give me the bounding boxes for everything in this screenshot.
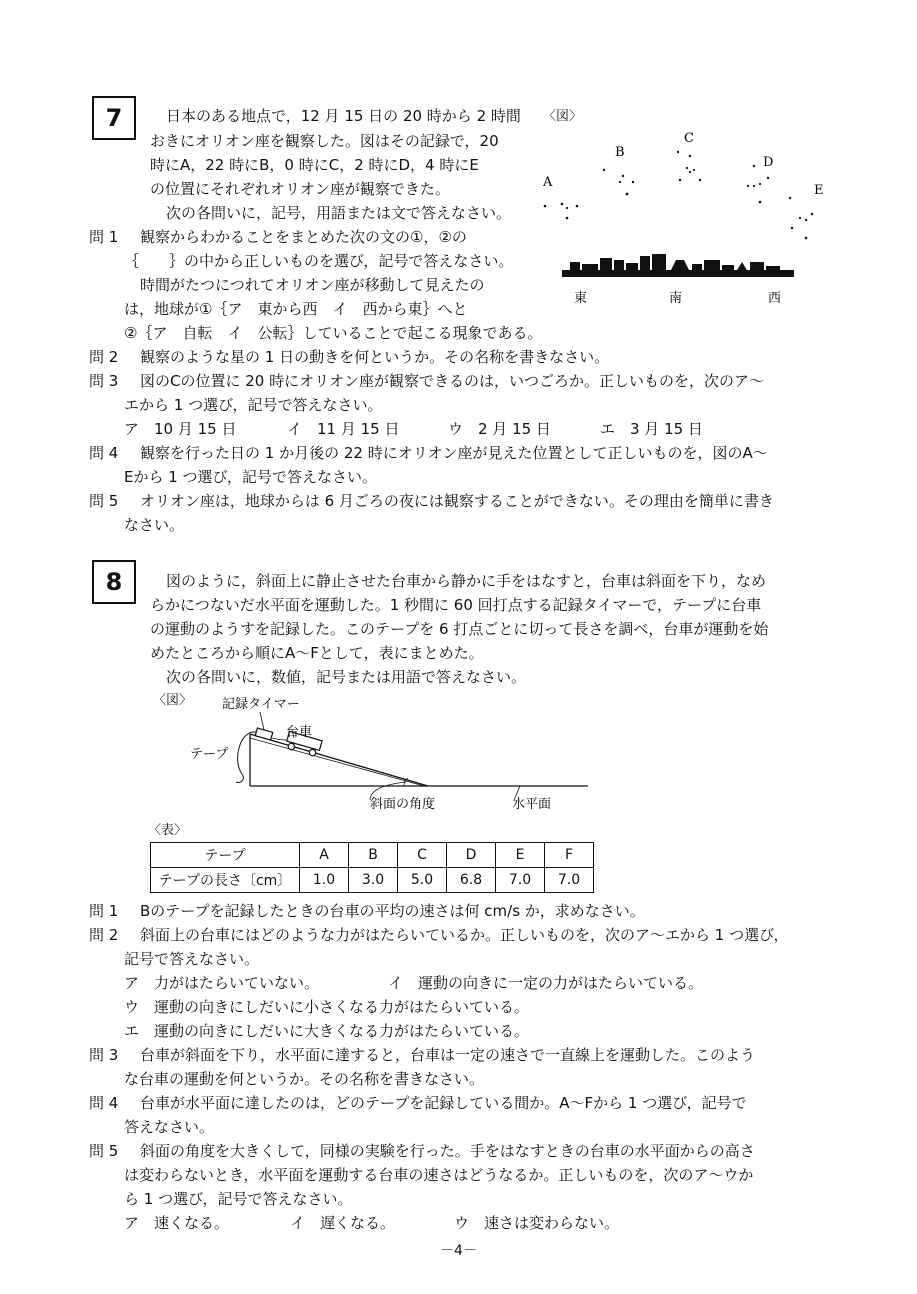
- table-row: [151, 843, 594, 868]
- timer-label: 記録タイマー: [222, 697, 300, 712]
- q8-question-1-label: 問 1: [89, 902, 119, 920]
- direction-east: 東: [574, 291, 588, 306]
- q8-question-4-label: 問 4: [89, 1094, 119, 1112]
- q8-intro-line-3: の運動のようすを記録した。このテープを 6 打点ごとに切って長さを調べ，台車が運動を始: [150, 620, 769, 638]
- q7-question-3-option-d: エ 3 月 15 日: [600, 420, 703, 438]
- q7-question-5-line-1: オリオン座は，地球からは 6 月ごろの夜には観察することができない。その理由を簡単に書き: [140, 492, 774, 510]
- point-a-label: A: [543, 175, 553, 190]
- direction-south: 南: [669, 291, 683, 306]
- q8-question-2-line-1: 斜面上の台車にはどのような力がはたらいているか。正しいものを，次のア～エから 1 つ選び，: [140, 926, 789, 944]
- q8-question-2-option-b: イ 運動の向きに一定の力がはたらいている。: [388, 974, 704, 992]
- point-d-label: D: [763, 155, 774, 170]
- q8-question-2-option-a: ア 力がはたらいていない。: [124, 974, 320, 992]
- q8-question-1-line-1: Bのテープを記録したときの台車の平均の速さは何 cm/s か，求めなさい。: [140, 902, 645, 920]
- point-c-label: C: [684, 131, 694, 146]
- q8-question-5-label: 問 5: [89, 1142, 119, 1160]
- table-cell: テープの長さ〔cm〕: [151, 868, 300, 893]
- q7-intro-line-4: の位置にそれぞれオリオン座が観察できた。: [150, 180, 450, 198]
- q7-question-3-label: 問 3: [89, 372, 119, 390]
- table-cell: 1.0: [300, 868, 349, 893]
- q8-intro-line-5: 次の各問いに，数値，記号または用語で答えなさい。: [166, 668, 527, 686]
- question-number-8: 8: [92, 560, 136, 604]
- table-header-cell: テープ: [151, 843, 300, 868]
- q7-question-4-line-1: 観察を行った日の 1 か月後の 22 時にオリオン座が見えた位置として正しいものを，図のA～: [140, 444, 768, 462]
- q7-question-3-line-1: 図のCの位置に 20 時にオリオン座が観察できるのは，いつごろか。正しいものを，次のア～: [140, 372, 764, 390]
- table-cell: 3.0: [349, 868, 398, 893]
- slope-figure: [180, 690, 600, 820]
- q8-question-5-option-b: イ 遅くなる。: [290, 1214, 396, 1232]
- q8-question-2-label: 問 2: [89, 926, 119, 944]
- q8-question-5-line-1: 斜面の角度を大きくして，同様の実験を行った。手をはなすときの台車の水平面からの高さ: [140, 1142, 755, 1160]
- point-b-label: B: [615, 145, 625, 160]
- q8-question-3-label: 問 3: [89, 1046, 119, 1064]
- q8-question-5-option-c: ウ 速さは変わらない。: [454, 1214, 620, 1232]
- cart-label: 台車: [286, 725, 313, 740]
- q7-question-4-line-2: Eから 1 つ選び，記号で答えなさい。: [124, 468, 377, 486]
- orion-figure: [530, 120, 824, 320]
- question-number-7: 7: [92, 96, 136, 140]
- direction-west: 西: [768, 291, 782, 306]
- q8-intro-line-2: らかにつないだ水平面を運動した。1 秒間に 60 回打点する記録タイマーで，テープに台車: [150, 596, 762, 614]
- q8-question-5-line-2: は変わらないとき，水平面を運動する台車の速さはどうなるか。正しいものを，次のア～ウか: [124, 1166, 754, 1184]
- q7-figure-label: 〈図〉: [543, 109, 583, 124]
- table-cell: 7.0: [496, 868, 545, 893]
- q7-question-1-label: 問 1: [89, 228, 119, 246]
- q8-question-4-line-2: 答えなさい。: [124, 1118, 215, 1136]
- table-header-cell: C: [398, 843, 447, 868]
- q8-intro-line-4: めたところから順にA～Fとして，表にまとめた。: [150, 644, 484, 662]
- table-cell: 5.0: [398, 868, 447, 893]
- table-cell: 7.0: [545, 868, 594, 893]
- q7-question-2-label: 問 2: [89, 348, 119, 366]
- q7-intro-line-1: 日本のある地点で，12 月 15 日の 20 時から 2 時間: [166, 107, 521, 125]
- q7-question-2-line-1: 観察のような星の 1 日の動きを何というか。その名称を書きなさい。: [140, 348, 610, 366]
- point-e-label: E: [814, 183, 824, 198]
- page-number: －4－: [440, 1243, 477, 1259]
- table-header-cell: B: [349, 843, 398, 868]
- q8-question-5-option-a: ア 速くなる。: [124, 1214, 230, 1232]
- table-header-cell: A: [300, 843, 349, 868]
- horizontal-label: 水平面: [512, 797, 552, 812]
- q8-table-label: 〈表〉: [148, 823, 188, 838]
- q8-question-4-line-1: 台車が水平面に達したのは，どのテープを記録している間か。A～Fから 1 つ選び，記号で: [140, 1094, 747, 1112]
- q8-question-5-line-3: ら 1 つ選び，記号で答えなさい。: [124, 1190, 353, 1208]
- q7-question-5-label: 問 5: [89, 492, 119, 510]
- table-header-cell: F: [545, 843, 594, 868]
- q7-question-3-option-a: ア 10 月 15 日: [124, 420, 237, 438]
- q7-question-1-line-2: ｛ ｝の中から正しいものを選び，記号で答えなさい。: [124, 252, 514, 270]
- q8-figure-label: 〈図〉: [153, 693, 193, 708]
- table-row: [151, 868, 594, 893]
- q7-question-3-option-c: ウ 2 月 15 日: [448, 420, 551, 438]
- q7-question-4-label: 問 4: [89, 444, 119, 462]
- table-header-cell: D: [447, 843, 496, 868]
- q7-question-1-line-1: 観察からわかることをまとめた次の文の①，②の: [140, 228, 467, 246]
- q7-question-1-line-5: ②｛ア 自転 イ 公転｝していることで起こる現象である。: [124, 324, 543, 342]
- skyline-silhouette: [562, 254, 794, 277]
- q7-intro-line-2: おきにオリオン座を観察した。図はその記録で，20: [150, 132, 499, 150]
- q7-question-5-line-2: なさい。: [124, 516, 185, 534]
- q8-intro-line-1: 図のように，斜面上に静止させた台車から静かに手をはなすと，台車は斜面を下り，なめ: [166, 572, 767, 590]
- q8-question-3-line-1: 台車が斜面を下り，水平面に達すると，台車は一定の速さで一直線上を運動した。このよう: [140, 1046, 756, 1064]
- q7-intro-line-3: 時にA，22 時にB，0 時にC，2 時にD，4 時にE: [150, 156, 479, 174]
- q7-intro-line-5: 次の各問いに，記号，用語または文で答えなさい。: [166, 204, 512, 222]
- q8-question-2-line-2: 記号で答えなさい。: [124, 950, 260, 968]
- q7-question-3-line-2: エから 1 つ選び，記号で答えなさい。: [124, 396, 383, 414]
- q8-question-2-option-c: ウ 運動の向きにしだいに小さくなる力がはたらいている。: [124, 998, 530, 1016]
- tape-length-table: [150, 842, 594, 893]
- q8-question-3-line-2: な台車の運動を何というか。その名称を書きなさい。: [124, 1070, 485, 1088]
- table-cell: 6.8: [447, 868, 496, 893]
- q7-question-1-line-3: 時間がたつにつれてオリオン座が移動して見えたの: [140, 276, 485, 294]
- angle-label: 斜面の角度: [370, 797, 436, 812]
- tape-label: テープ: [190, 747, 229, 762]
- q8-question-2-option-d: エ 運動の向きにしだいに大きくなる力がはたらいている。: [124, 1022, 530, 1040]
- q7-question-1-line-4: は，地球が①｛ア 東から西 イ 西から東｝へと: [124, 300, 468, 318]
- q7-question-3-option-b: イ 11 月 15 日: [287, 420, 400, 438]
- table-header-cell: E: [496, 843, 545, 868]
